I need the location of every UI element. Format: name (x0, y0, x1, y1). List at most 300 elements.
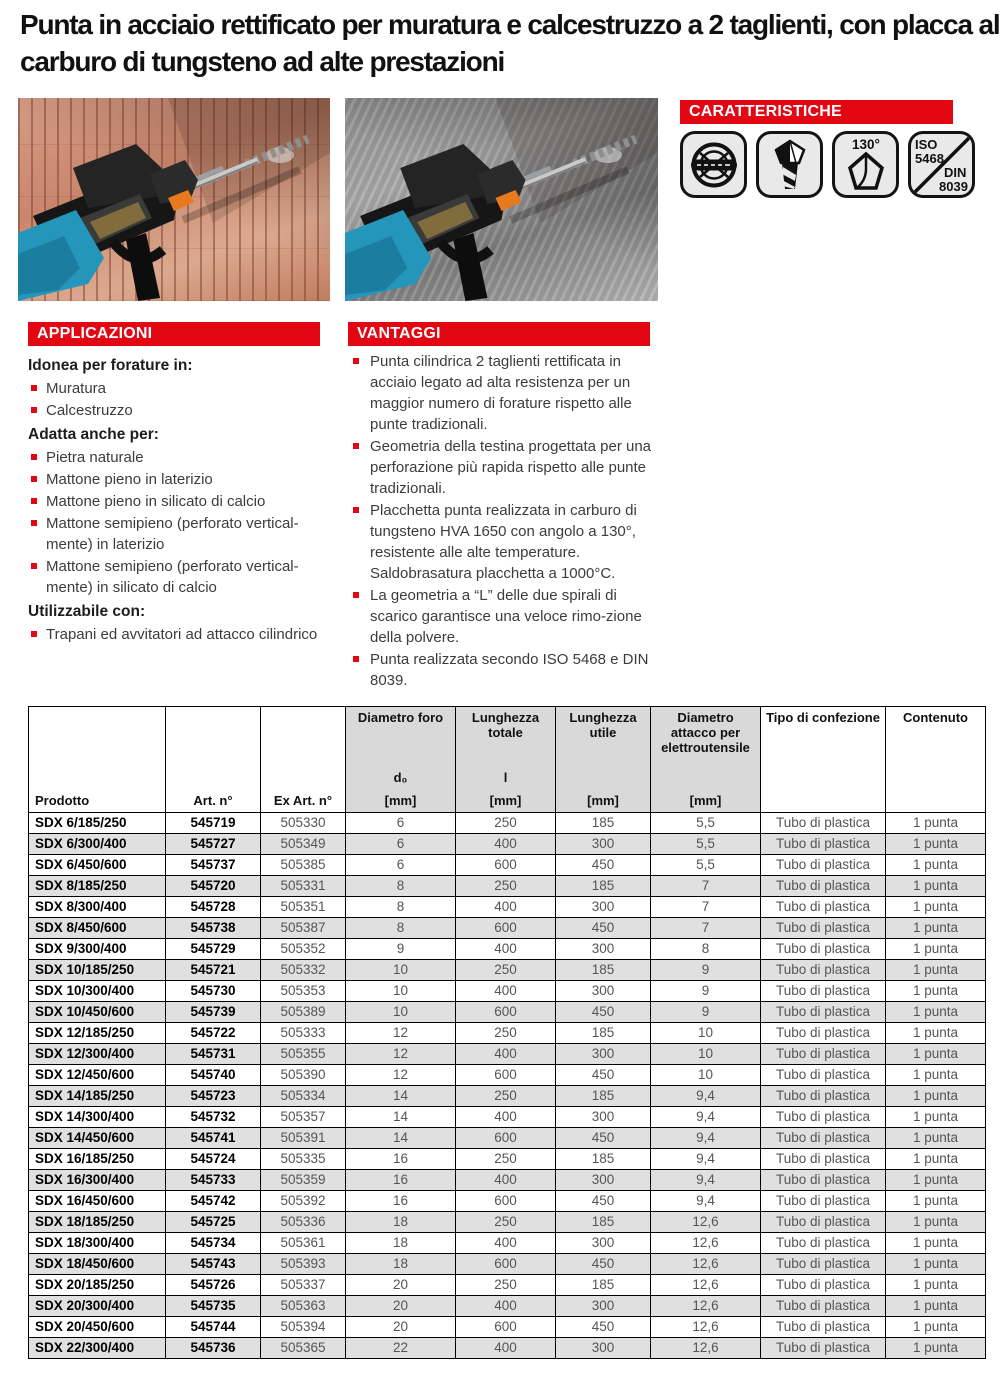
ex-art-no-cell: 505393 (261, 1254, 346, 1275)
diameter-cell: 6 (346, 855, 456, 876)
total-length-cell: 250 (456, 876, 556, 897)
ex-art-no-cell: 505334 (261, 1086, 346, 1107)
product-cell: SDX 12/450/600 (29, 1065, 166, 1086)
vantaggi-heading: VANTAGGI (348, 322, 650, 346)
vantaggi-content (348, 350, 660, 692)
shank-diameter-cell: 5,5 (651, 855, 761, 876)
shank-diameter-cell: 7 (651, 876, 761, 897)
packaging-cell: Tubo di plastica (761, 1023, 886, 1044)
list-item-text: Mattone pieno in laterizio (46, 471, 213, 488)
art-no-cell: 545727 (166, 834, 261, 855)
diameter-cell: 16 (346, 1191, 456, 1212)
diameter-cell: 20 (346, 1296, 456, 1317)
art-no-cell: 545733 (166, 1170, 261, 1191)
table-row (29, 1212, 986, 1233)
ex-art-no-cell: 505332 (261, 960, 346, 981)
packaging-cell: Tubo di plastica (761, 1212, 886, 1233)
list-item (28, 447, 328, 468)
diameter-cell: 14 (346, 1086, 456, 1107)
total-length-cell: 400 (456, 1170, 556, 1191)
product-cell: SDX 6/300/400 (29, 834, 166, 855)
table-row (29, 918, 986, 939)
column-header: Tipo di confezione (761, 707, 886, 813)
art-no-cell: 545725 (166, 1212, 261, 1233)
content-cell: 1 punta (886, 981, 986, 1002)
diameter-cell: 10 (346, 981, 456, 1002)
total-length-cell: 250 (456, 960, 556, 981)
list-item (348, 351, 660, 435)
bullet-icon (353, 507, 359, 513)
diameter-cell: 12 (346, 1044, 456, 1065)
din-number-label: 8039 (939, 179, 968, 194)
product-cell: SDX 18/185/250 (29, 1212, 166, 1233)
ex-art-no-cell: 505391 (261, 1128, 346, 1149)
list-item (348, 436, 660, 499)
table-row (29, 1044, 986, 1065)
shank-diameter-cell: 5,5 (651, 813, 761, 834)
usable-length-cell: 300 (556, 1044, 651, 1065)
drill-illustration (18, 98, 330, 301)
bullet-icon (353, 443, 359, 449)
table-row (29, 960, 986, 981)
table-row (29, 813, 986, 834)
ex-art-no-cell: 505352 (261, 939, 346, 960)
diameter-cell: 14 (346, 1128, 456, 1149)
product-cell: SDX 16/450/600 (29, 1191, 166, 1212)
art-no-cell: 545732 (166, 1107, 261, 1128)
content-cell: 1 punta (886, 918, 986, 939)
packaging-cell: Tubo di plastica (761, 1002, 886, 1023)
content-cell: 1 punta (886, 855, 986, 876)
content-cell: 1 punta (886, 1086, 986, 1107)
table-row (29, 1149, 986, 1170)
total-length-cell: 250 (456, 1275, 556, 1296)
content-cell: 1 punta (886, 1002, 986, 1023)
bullet-icon (31, 407, 37, 413)
bullet-icon (31, 476, 37, 482)
packaging-cell: Tubo di plastica (761, 1338, 886, 1359)
table-row (29, 1002, 986, 1023)
usable-length-cell: 185 (556, 1086, 651, 1107)
list-group-title: Idonea per forature in: (28, 357, 193, 374)
list-item (348, 585, 660, 648)
usable-length-cell: 300 (556, 1338, 651, 1359)
ex-art-no-cell: 505355 (261, 1044, 346, 1065)
total-length-cell: 400 (456, 939, 556, 960)
usable-length-cell: 300 (556, 1296, 651, 1317)
art-no-cell: 545737 (166, 855, 261, 876)
total-length-cell: 400 (456, 1296, 556, 1317)
usable-length-cell: 300 (556, 1170, 651, 1191)
packaging-cell: Tubo di plastica (761, 1107, 886, 1128)
caratteristiche-heading: CARATTERISTICHE (680, 100, 953, 124)
diameter-cell: 8 (346, 876, 456, 897)
shank-diameter-cell: 10 (651, 1044, 761, 1065)
art-no-cell: 545728 (166, 897, 261, 918)
carbide-tip-icon (756, 131, 823, 198)
table-row (29, 855, 986, 876)
product-cell: SDX 16/185/250 (29, 1149, 166, 1170)
content-cell: 1 punta (886, 876, 986, 897)
ex-art-no-cell: 505365 (261, 1338, 346, 1359)
product-cell: SDX 10/450/600 (29, 1002, 166, 1023)
list-item-text: Geometria della testina progettata per una perforazione più rapida rispetto alle punte tradizionali. (370, 438, 652, 497)
list-item-text: Mattone semipieno (perforato vertical-mente) in laterizio (46, 515, 299, 553)
art-no-cell: 545736 (166, 1338, 261, 1359)
art-no-cell: 545726 (166, 1275, 261, 1296)
shank-diameter-cell: 10 (651, 1065, 761, 1086)
packaging-cell: Tubo di plastica (761, 960, 886, 981)
art-no-cell: 545729 (166, 939, 261, 960)
total-length-cell: 250 (456, 1149, 556, 1170)
list-item-text: Mattone semipieno (perforato vertical-mente) in silicato di calcio (46, 558, 299, 596)
table-row (29, 1254, 986, 1275)
diameter-cell: 6 (346, 834, 456, 855)
usable-length-cell: 450 (556, 1065, 651, 1086)
total-length-cell: 400 (456, 1338, 556, 1359)
shank-diameter-cell: 9,4 (651, 1170, 761, 1191)
shank-diameter-cell: 9 (651, 981, 761, 1002)
product-cell: SDX 16/300/400 (29, 1170, 166, 1191)
packaging-cell: Tubo di plastica (761, 876, 886, 897)
column-header: Ex Art. n° (261, 707, 346, 813)
art-no-cell: 545720 (166, 876, 261, 897)
product-cell: SDX 12/300/400 (29, 1044, 166, 1065)
usable-length-cell: 300 (556, 1233, 651, 1254)
content-cell: 1 punta (886, 1128, 986, 1149)
table-row (29, 876, 986, 897)
ex-art-no-cell: 505361 (261, 1233, 346, 1254)
usable-length-cell: 300 (556, 1107, 651, 1128)
content-cell: 1 punta (886, 1296, 986, 1317)
usable-length-cell: 185 (556, 1023, 651, 1044)
table-row (29, 1023, 986, 1044)
product-cell: SDX 6/185/250 (29, 813, 166, 834)
column-header: Diametro foro d₀ [mm] (346, 707, 456, 813)
shank-diameter-cell: 12,6 (651, 1233, 761, 1254)
shank-diameter-cell: 12,6 (651, 1275, 761, 1296)
product-photo-brick-wall (18, 98, 330, 301)
ex-art-no-cell: 505387 (261, 918, 346, 939)
packaging-cell: Tubo di plastica (761, 1170, 886, 1191)
shank-diameter-cell: 9,4 (651, 1107, 761, 1128)
total-length-cell: 400 (456, 1233, 556, 1254)
ex-art-no-cell: 505335 (261, 1149, 346, 1170)
diameter-cell: 18 (346, 1212, 456, 1233)
list-item-text: Punta realizzata secondo ISO 5468 e DIN 8039. (370, 651, 649, 689)
diameter-cell: 8 (346, 897, 456, 918)
list-item (28, 513, 328, 555)
art-no-cell: 545742 (166, 1191, 261, 1212)
total-length-cell: 400 (456, 981, 556, 1002)
page-title: Punta in acciaio rettificato per muratura e calcestruzzo a 2 taglienti, con placca al carburo di tungsteno ad alte prestazioni (20, 9, 1000, 77)
product-cell: SDX 9/300/400 (29, 939, 166, 960)
table-row (29, 1107, 986, 1128)
product-cell: SDX 10/300/400 (29, 981, 166, 1002)
content-cell: 1 punta (886, 1149, 986, 1170)
shank-diameter-cell: 12,6 (651, 1338, 761, 1359)
bullet-icon (353, 358, 359, 364)
art-no-cell: 545722 (166, 1023, 261, 1044)
product-cell: SDX 12/185/250 (29, 1023, 166, 1044)
ex-art-no-cell: 505363 (261, 1296, 346, 1317)
packaging-cell: Tubo di plastica (761, 1233, 886, 1254)
column-header: Contenuto (886, 707, 986, 813)
art-no-cell: 545738 (166, 918, 261, 939)
usable-length-cell: 185 (556, 813, 651, 834)
list-group-title: Adatta anche per: (28, 426, 159, 443)
column-header: Diametro attacco per elettroutensile [mm] (651, 707, 761, 813)
shank-diameter-cell: 5,5 (651, 834, 761, 855)
ex-art-no-cell: 505390 (261, 1065, 346, 1086)
table-row (29, 1065, 986, 1086)
diameter-cell: 6 (346, 813, 456, 834)
diameter-cell: 8 (346, 918, 456, 939)
diameter-cell: 20 (346, 1317, 456, 1338)
usable-length-cell: 185 (556, 1149, 651, 1170)
content-cell: 1 punta (886, 1338, 986, 1359)
list-item (28, 556, 328, 598)
table-row (29, 1086, 986, 1107)
art-no-cell: 545739 (166, 1002, 261, 1023)
shank-diameter-cell: 12,6 (651, 1212, 761, 1233)
table-header (29, 707, 986, 813)
art-no-cell: 545723 (166, 1086, 261, 1107)
total-length-cell: 400 (456, 1107, 556, 1128)
content-cell: 1 punta (886, 1212, 986, 1233)
ex-art-no-cell: 505349 (261, 834, 346, 855)
list-item-text: Punta cilindrica 2 taglienti rettificata in acciaio legato ad alta resistenza per un maggior numero di forature rispetto alle punte tradizionali. (370, 353, 632, 433)
diameter-cell: 22 (346, 1338, 456, 1359)
ex-art-no-cell: 505359 (261, 1170, 346, 1191)
total-length-cell: 600 (456, 855, 556, 876)
ex-art-no-cell: 505331 (261, 876, 346, 897)
shank-diameter-cell: 9,4 (651, 1191, 761, 1212)
usable-length-cell: 450 (556, 1128, 651, 1149)
bullet-icon (31, 454, 37, 460)
list-item (28, 400, 328, 421)
content-cell: 1 punta (886, 834, 986, 855)
table-row (29, 1128, 986, 1149)
table-row (29, 1233, 986, 1254)
usable-length-cell: 450 (556, 855, 651, 876)
content-cell: 1 punta (886, 897, 986, 918)
product-table (28, 706, 986, 1359)
list-item-text: Calcestruzzo (46, 402, 133, 419)
art-no-cell: 545735 (166, 1296, 261, 1317)
content-cell: 1 punta (886, 960, 986, 981)
packaging-cell: Tubo di plastica (761, 855, 886, 876)
list-group-title: Utilizzabile con: (28, 603, 146, 620)
bullet-icon (31, 631, 37, 637)
usable-length-cell: 300 (556, 897, 651, 918)
shank-diameter-cell: 8 (651, 939, 761, 960)
total-length-cell: 600 (456, 1128, 556, 1149)
art-no-cell: 545724 (166, 1149, 261, 1170)
bullet-icon (31, 498, 37, 504)
list-item (28, 624, 328, 645)
diameter-cell: 16 (346, 1170, 456, 1191)
packaging-cell: Tubo di plastica (761, 981, 886, 1002)
list-item (348, 500, 660, 584)
ex-art-no-cell: 505337 (261, 1275, 346, 1296)
usable-length-cell: 185 (556, 1275, 651, 1296)
art-no-cell: 545731 (166, 1044, 261, 1065)
product-cell: SDX 20/450/600 (29, 1317, 166, 1338)
content-cell: 1 punta (886, 1317, 986, 1338)
packaging-cell: Tubo di plastica (761, 1254, 886, 1275)
shank-diameter-cell: 9,4 (651, 1128, 761, 1149)
column-header: Prodotto (29, 707, 166, 813)
tip-angle-icon (832, 131, 899, 198)
table-row (29, 1296, 986, 1317)
shank-diameter-cell: 7 (651, 897, 761, 918)
shank-diameter-cell: 9 (651, 960, 761, 981)
usable-length-cell: 450 (556, 1254, 651, 1275)
packaging-cell: Tubo di plastica (761, 1086, 886, 1107)
total-length-cell: 600 (456, 918, 556, 939)
product-cell: SDX 14/300/400 (29, 1107, 166, 1128)
total-length-cell: 400 (456, 897, 556, 918)
content-cell: 1 punta (886, 1233, 986, 1254)
packaging-cell: Tubo di plastica (761, 1275, 886, 1296)
bullet-icon (31, 520, 37, 526)
din-label: DIN (944, 165, 967, 180)
art-no-cell: 545743 (166, 1254, 261, 1275)
product-cell: SDX 14/185/250 (29, 1086, 166, 1107)
diameter-cell: 18 (346, 1254, 456, 1275)
product-cell: SDX 22/300/400 (29, 1338, 166, 1359)
shank-diameter-cell: 12,6 (651, 1296, 761, 1317)
table-row (29, 981, 986, 1002)
ex-art-no-cell: 505385 (261, 855, 346, 876)
diameter-cell: 14 (346, 1107, 456, 1128)
packaging-cell: Tubo di plastica (761, 918, 886, 939)
diameter-cell: 9 (346, 939, 456, 960)
list-item (28, 469, 328, 490)
product-cell: SDX 6/450/600 (29, 855, 166, 876)
product-cell: SDX 14/450/600 (29, 1128, 166, 1149)
bullet-icon (31, 385, 37, 391)
table-row (29, 1191, 986, 1212)
product-cell: SDX 18/300/400 (29, 1233, 166, 1254)
total-length-cell: 400 (456, 1044, 556, 1065)
ex-art-no-cell: 505392 (261, 1191, 346, 1212)
product-cell: SDX 20/185/250 (29, 1275, 166, 1296)
total-length-cell: 250 (456, 1212, 556, 1233)
list-item-text: La geometria a “L” delle due spirali di scarico garantisce una veloce rimo-zione della polvere. (370, 587, 642, 646)
ex-art-no-cell: 505336 (261, 1212, 346, 1233)
usable-length-cell: 450 (556, 918, 651, 939)
shank-diameter-cell: 10 (651, 1023, 761, 1044)
usable-length-cell: 450 (556, 1002, 651, 1023)
content-cell: 1 punta (886, 1107, 986, 1128)
usable-length-cell: 450 (556, 1191, 651, 1212)
content-cell: 1 punta (886, 1191, 986, 1212)
ex-art-no-cell: 505351 (261, 897, 346, 918)
total-length-cell: 250 (456, 813, 556, 834)
packaging-cell: Tubo di plastica (761, 1149, 886, 1170)
total-length-cell: 600 (456, 1317, 556, 1338)
list-item-text: Pietra naturale (46, 449, 144, 466)
packaging-cell: Tubo di plastica (761, 1191, 886, 1212)
applicazioni-content (28, 352, 328, 646)
product-cell: SDX 18/450/600 (29, 1254, 166, 1275)
shank-diameter-cell: 9,4 (651, 1149, 761, 1170)
list-item (28, 491, 328, 512)
packaging-cell: Tubo di plastica (761, 1065, 886, 1086)
content-cell: 1 punta (886, 1065, 986, 1086)
art-no-cell: 545744 (166, 1317, 261, 1338)
iso-number-label: 5468 (915, 151, 944, 166)
total-length-cell: 600 (456, 1191, 556, 1212)
list-item-text: Placchetta punta realizzata in carburo di tungsteno HVA 1650 con angolo a 130°, resistente alle alte temperature. Saldobrasatura placchetta a 1000°C. (370, 502, 637, 582)
packaging-cell: Tubo di plastica (761, 1128, 886, 1149)
packaging-cell: Tubo di plastica (761, 1296, 886, 1317)
product-cell: SDX 20/300/400 (29, 1296, 166, 1317)
product-cell: SDX 8/300/400 (29, 897, 166, 918)
list-item (28, 378, 328, 399)
shank-diameter-cell: 7 (651, 918, 761, 939)
packaging-cell: Tubo di plastica (761, 939, 886, 960)
product-cell: SDX 8/450/600 (29, 918, 166, 939)
table-row (29, 834, 986, 855)
packaging-cell: Tubo di plastica (761, 1317, 886, 1338)
drill-illustration (345, 98, 658, 301)
total-length-cell: 600 (456, 1254, 556, 1275)
column-header: Art. n° (166, 707, 261, 813)
art-no-cell: 545719 (166, 813, 261, 834)
shank-diameter-cell: 9,4 (651, 1086, 761, 1107)
usable-length-cell: 185 (556, 876, 651, 897)
ex-art-no-cell: 505357 (261, 1107, 346, 1128)
art-no-cell: 545730 (166, 981, 261, 1002)
total-length-cell: 600 (456, 1065, 556, 1086)
applicazioni-heading: APPLICAZIONI (28, 322, 320, 346)
product-cell: SDX 10/185/250 (29, 960, 166, 981)
product-cell: SDX 8/185/250 (29, 876, 166, 897)
content-cell: 1 punta (886, 1275, 986, 1296)
table-row (29, 1317, 986, 1338)
total-length-cell: 400 (456, 834, 556, 855)
diameter-cell: 10 (346, 1002, 456, 1023)
shank-diameter-cell: 12,6 (651, 1254, 761, 1275)
ex-art-no-cell: 505353 (261, 981, 346, 1002)
diameter-cell: 10 (346, 960, 456, 981)
packaging-cell: Tubo di plastica (761, 813, 886, 834)
iso-din-icon (908, 131, 975, 198)
table-row (29, 1275, 986, 1296)
usable-length-cell: 300 (556, 834, 651, 855)
product-photo-concrete-wall (345, 98, 658, 301)
column-header: Lunghezza totale l [mm] (456, 707, 556, 813)
list-item-text: Trapani ed avvitatori ad attacco cilindrico (46, 626, 318, 643)
diameter-cell: 16 (346, 1149, 456, 1170)
packaging-cell: Tubo di plastica (761, 834, 886, 855)
total-length-cell: 250 (456, 1023, 556, 1044)
shank-diameter-cell: 12,6 (651, 1317, 761, 1338)
caratteristiche-icons (680, 131, 975, 198)
shank-diameter-cell: 9 (651, 1002, 761, 1023)
brand-logo-icon (680, 131, 747, 198)
list-item-text: Mattone pieno in silicato di calcio (46, 493, 266, 510)
art-no-cell: 545721 (166, 960, 261, 981)
ex-art-no-cell: 505330 (261, 813, 346, 834)
tip-angle-label: 130° (851, 136, 880, 152)
content-cell: 1 punta (886, 813, 986, 834)
total-length-cell: 600 (456, 1002, 556, 1023)
bullet-icon (353, 656, 359, 662)
